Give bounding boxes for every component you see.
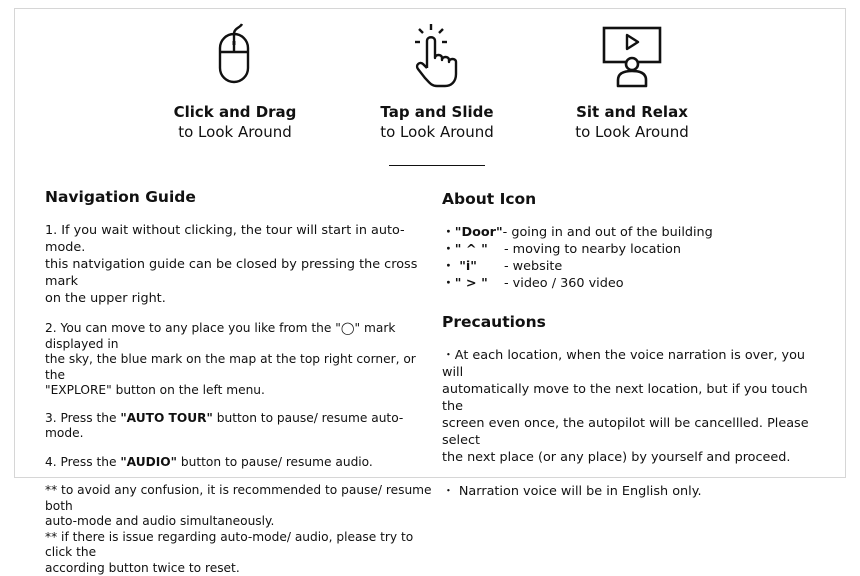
about-icon-item: ・ "i" - website <box>442 258 822 275</box>
precaution-1-line-3: screen even once, the autopilot will be cancellled. Please select <box>442 415 822 449</box>
guide-note-2-line-1: ** if there is issue regarding auto-mode/ audio, please try to click the <box>45 530 435 561</box>
selected-mode-underline <box>389 165 485 166</box>
mode-subtitle: to Look Around <box>135 122 335 143</box>
info-column <box>442 186 822 500</box>
mode-title: Click and Drag <box>135 102 335 122</box>
tap-hand-icon <box>409 22 465 88</box>
navigation-guide <box>45 186 435 576</box>
guide-item-1-line-3: on the upper right. <box>45 290 435 307</box>
guide-note-1-line-1: ** to avoid any confusion, it is recommended to pause/ resume both <box>45 483 435 514</box>
precautions-title: Precautions <box>442 311 822 333</box>
mode-title: Sit and Relax <box>532 102 732 122</box>
guide-note-2-line-2: according button twice to reset. <box>45 561 435 576</box>
about-icon-item: ・"Door" - going in and out of the building <box>442 224 822 241</box>
mode-sit-relax <box>532 22 732 143</box>
mode-subtitle: to Look Around <box>337 122 537 143</box>
mode-subtitle: to Look Around <box>532 122 732 143</box>
guide-item-2-line-3: "EXPLORE" button on the left menu. <box>45 383 435 399</box>
precaution-1-line-4: the next place (or any place) by yourself and proceed. <box>442 449 822 466</box>
mode-click-drag <box>135 22 335 143</box>
video-viewer-icon <box>601 22 663 88</box>
guide-item-2-line-1: 2. You can move to any place you like from the "◯" mark displayed in <box>45 321 435 352</box>
guide-item-1-line-2: this natvigation guide can be closed by pressing the cross mark <box>45 256 435 290</box>
guide-note-1-line-2: auto-mode and audio simultaneously. <box>45 514 435 530</box>
about-icon-item: ・" > " - video / 360 video <box>442 275 822 292</box>
mode-tap-slide <box>337 22 537 143</box>
guide-item-4: 4. Press the "AUDIO" button to pause/ resume audio. <box>45 455 435 471</box>
precaution-1-line-2: automatically move to the next location, but if you touch the <box>442 381 822 415</box>
about-icon-item: ・" ^ " - moving to nearby location <box>442 241 822 258</box>
guide-item-3: 3. Press the "AUTO TOUR" button to pause/ resume auto-mode. <box>45 411 435 442</box>
precaution-1-line-1: ・At each location, when the voice narration is over, you will <box>442 347 822 381</box>
mode-title: Tap and Slide <box>337 102 537 122</box>
mouse-icon <box>212 22 258 88</box>
precaution-2: ・ Narration voice will be in English only. <box>442 483 822 500</box>
guide-item-1-line-1: 1. If you wait without clicking, the tour will start in auto-mode. <box>45 222 435 256</box>
navigation-guide-title: Navigation Guide <box>45 186 435 208</box>
about-icon-title: About Icon <box>442 188 822 210</box>
guide-item-2-line-2: the sky, the blue mark on the map at the top right corner, or the <box>45 352 435 383</box>
